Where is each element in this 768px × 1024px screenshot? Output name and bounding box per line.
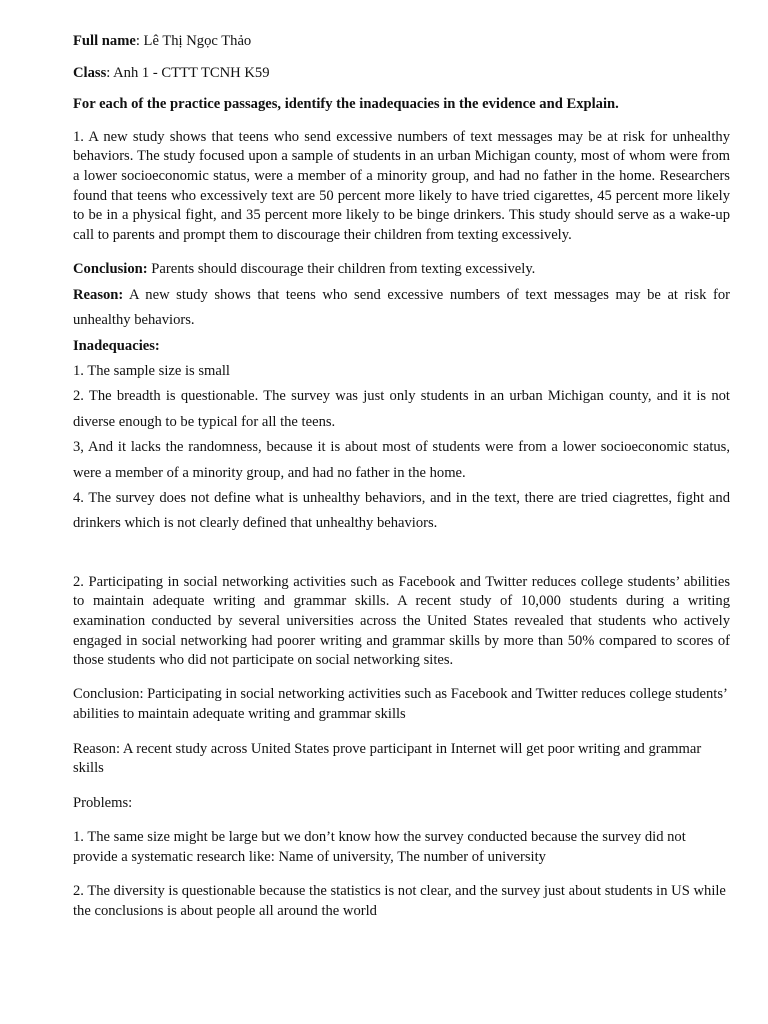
class-value: : Anh 1 - CTTT TCNH K59 — [106, 64, 270, 81]
reason-label: Reason: — [73, 286, 124, 303]
passage-1-reason — [73, 283, 730, 334]
inadequacy-item: 3, And it lacks the randomness, because it is about most of students were from a lower socioeconomic status, were a member of a minority group, and had no father in the home. — [73, 439, 730, 481]
inadequacy-item: 1. The sample size is small — [73, 362, 230, 379]
problems-heading: Problems: — [73, 794, 133, 811]
instruction-heading: For each of the practice passages, identify the inadequacies in the evidence and Explain. — [73, 96, 619, 113]
full-name-value: : Lê Thị Ngọc Thảo — [135, 33, 252, 49]
passage-2-text: 2. Participating in social networking activities such as Facebook and Twitter reduces college students’ abilities to maintain adequate writing and grammar skills. A recent study of 10,000 students during a writing examination conducted by several universities across the United States revealed that students who actively engaged in social networking had poorer writing and grammar skills by more than 50% compared to scores of those students who did not participate on social networking sites. — [73, 573, 730, 669]
reason-text: A new study shows that teens who send excessive numbers of text messages may be at risk for unhealthy behaviors. — [73, 286, 730, 329]
problem-item: 1. The same size might be large but we don’t know how the survey conducted because the survey did not provide a systematic research like: Name of university, The number of university — [73, 829, 686, 865]
full-name-label: Full name — [73, 33, 136, 49]
document-page — [73, 32, 730, 934]
class-row — [73, 64, 730, 84]
problem-item: 2. The diversity is questionable because the statistics is not clear, and the survey just about students in US while the conclusions is about people all around the world — [73, 883, 726, 920]
passage-2-reason: Reason: A recent study across United States prove participant in Internet will get poor writing and grammar skills — [73, 740, 702, 777]
inadequacy-item: 2. The breadth is questionable. The survey was just only students in an urban Michigan county, and it is not diverse enough to be typical for all the teens. — [73, 388, 730, 430]
passage-1-text: 1. A new study shows that teens who send excessive numbers of text messages may be at risk for unhealthy behaviors. The study focused upon a sample of students in an urban Michigan county, most of whom were from a lower socioeconomic status, were a member of a minority group, and had no father in the home. Researchers found that teens who excessively text are 50 percent more likely to have tried cigarettes, 45 percent more likely to be in a physical fight, and 35 percent more likely to be binge drinkers. This study should serve as a wake-up call to parents and prompt them to discourage their children from texting excessively. — [73, 128, 730, 243]
conclusion-text: Parents should discourage their children from texting excessively. — [147, 261, 536, 278]
section-gap — [73, 537, 730, 573]
inadequacy-item: 4. The survey does not define what is unhealthy behaviors, and in the text, there are tried ciagrettes, fight and drinkers which is not clearly defined that unhealthy behaviors. — [73, 490, 730, 532]
passage-1-conclusion — [73, 257, 730, 282]
class-label: Class — [73, 64, 107, 81]
passage-2-conclusion: Conclusion: Participating in social networking activities such as Facebook and Twitter reduces college students’ abilities to maintain adequate writing and grammar skills — [73, 686, 727, 723]
full-name-row — [73, 32, 730, 52]
inadequacies-heading: Inadequacies: — [73, 337, 160, 354]
conclusion-label: Conclusion: — [73, 261, 148, 278]
